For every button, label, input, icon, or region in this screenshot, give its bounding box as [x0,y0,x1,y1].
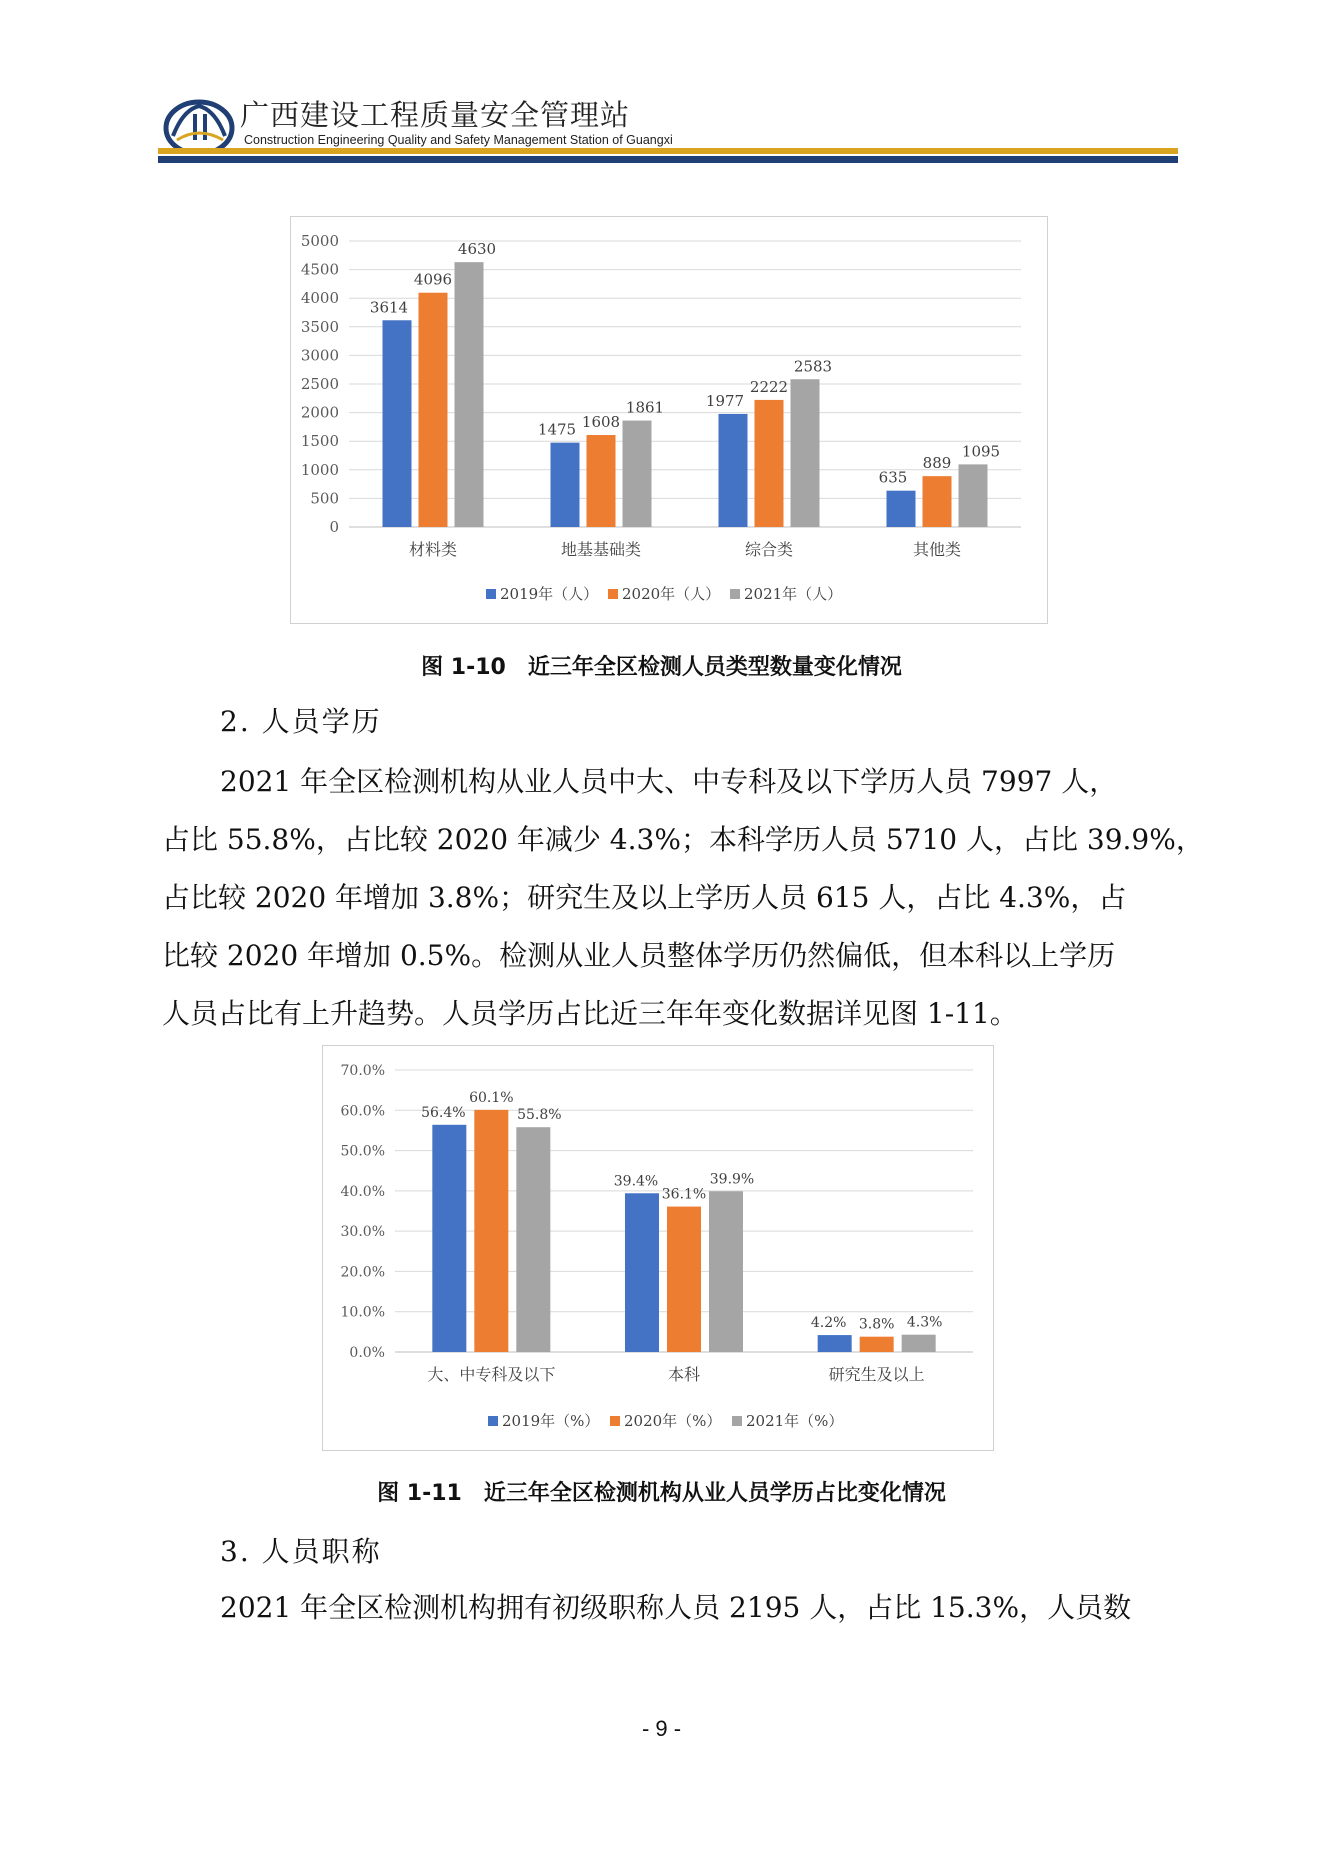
y-tick-label: 2000 [300,403,339,422]
y-tick-label: 500 [310,489,339,508]
data-label: 4096 [413,270,453,289]
header-rule-navy [158,156,1178,163]
legend-swatch [486,589,496,599]
y-tick-label: 20.0% [340,1264,385,1281]
data-label: 1861 [625,398,665,417]
paragraph-line: 人员占比有上升趋势。人员学历占比近三年年变化数据详见图 1-11。 [162,997,1018,1030]
data-label: 4.3% [906,1314,943,1331]
bar [623,421,652,527]
legend-label: 2021年（%） [746,1412,844,1430]
category-label: 研究生及以上 [828,1365,925,1384]
y-tick-label: 3000 [300,346,339,365]
category-label: 综合类 [744,540,794,559]
category-label: 材料类 [408,540,458,559]
chart-staff-types-svg [291,217,1047,623]
y-tick-label: 10.0% [340,1304,385,1321]
legend-swatch [732,1416,742,1426]
bar [551,443,580,527]
chart-staff-types [290,216,1048,624]
data-label: 55.8% [517,1107,562,1124]
paragraph-line: 占比较 2020 年增加 3.8%；研究生及以上学历人员 615 人，占比 4.3%，占 [162,881,1127,914]
data-label: 56.4% [421,1104,466,1121]
section-heading-titles: 3. 人员职称 [220,1535,382,1568]
legend-swatch [608,589,618,599]
data-label: 2583 [793,357,833,376]
category-label: 地基基础类 [560,540,642,559]
org-name-en: Construction Engineering Quality and Safety Management Station of Guangxi [244,133,673,147]
data-label: 3.8% [858,1316,895,1333]
bar [923,476,952,527]
legend-label: 2021年（人） [744,585,843,603]
y-tick-label: 0.0% [349,1345,385,1361]
data-label: 4630 [457,240,497,259]
y-tick-label: 1500 [300,432,339,451]
bar [755,400,784,527]
org-name: 广西建设工程质量安全管理站 [240,98,631,132]
y-tick-label: 40.0% [340,1183,385,1200]
bar [667,1207,701,1352]
chart-education-share-svg [323,1046,993,1450]
bar [455,262,484,527]
bar [625,1193,659,1352]
bar [432,1125,466,1352]
paragraph-line: 比较 2020 年增加 0.5%。检测从业人员整体学历仍然偏低，但本科以上学历 [162,939,1116,972]
category-label: 其他类 [912,540,962,559]
bar [516,1127,550,1352]
bar [719,414,748,527]
y-tick-label: 4000 [300,289,339,308]
y-tick-label: 60.0% [340,1103,385,1120]
y-tick-label: 2500 [300,375,339,393]
data-label: 2222 [749,377,789,396]
legend-label: 2019年（%） [502,1412,600,1430]
data-label: 1475 [537,420,577,439]
category-label: 本科 [667,1365,701,1384]
bar [791,379,820,527]
legend-swatch [610,1416,620,1426]
paragraph-line: 2021 年全区检测机构从业人员中大、中专科及以下学历人员 7997 人， [220,765,1118,798]
chart-education-share [322,1045,994,1451]
header-rule-gold [158,148,1178,154]
bar [474,1110,508,1352]
legend-swatch [488,1416,498,1426]
header-logo [163,96,241,154]
legend-swatch [730,589,740,599]
y-tick-label: 30.0% [340,1224,385,1241]
data-label: 39.4% [613,1173,659,1190]
bar [587,435,616,527]
y-tick-label: 70.0% [340,1063,385,1079]
data-label: 1608 [581,413,621,432]
bar [383,320,412,527]
data-label: 36.1% [661,1186,707,1203]
legend-label: 2020年（%） [624,1412,722,1430]
bar [818,1335,852,1352]
y-tick-label: 0 [329,518,339,536]
y-tick-label: 5000 [300,232,339,250]
page-number: - 9 - [641,1716,682,1741]
y-tick-label: 50.0% [340,1143,385,1160]
data-label: 60.1% [469,1089,514,1106]
paragraph-line: 2021 年全区检测机构拥有初级职称人员 2195 人，占比 15.3%，人员数 [220,1591,1132,1624]
y-tick-label: 4500 [300,260,339,279]
legend-label: 2019年（人） [500,585,599,603]
figure-caption-1-10: 图 1-10 近三年全区检测人员类型数量变化情况 [421,655,902,680]
paragraph-line: 占比 55.8%，占比较 2020 年减少 4.3%；本科学历人员 5710 人，占比 39.9%， [162,823,1204,856]
y-tick-label: 3500 [300,317,339,336]
figure-caption-1-11: 图 1-11 近三年全区检测机构从业人员学历占比变化情况 [377,1481,946,1506]
data-label: 635 [878,468,908,487]
data-label: 889 [922,454,952,473]
legend-label: 2020年（人） [622,585,721,603]
data-label: 39.9% [709,1171,755,1188]
bar [902,1335,936,1352]
data-label: 1977 [705,391,745,410]
bar [887,491,916,527]
data-label: 3614 [369,298,409,317]
category-label: 大、中专科及以下 [427,1365,556,1384]
section-heading-education: 2. 人员学历 [220,705,382,738]
bar [419,293,448,527]
y-tick-label: 1000 [300,460,339,479]
bar [959,464,988,527]
data-label: 4.2% [810,1315,847,1332]
data-label: 1095 [961,442,1001,461]
bar [860,1337,894,1352]
bar [709,1191,743,1352]
